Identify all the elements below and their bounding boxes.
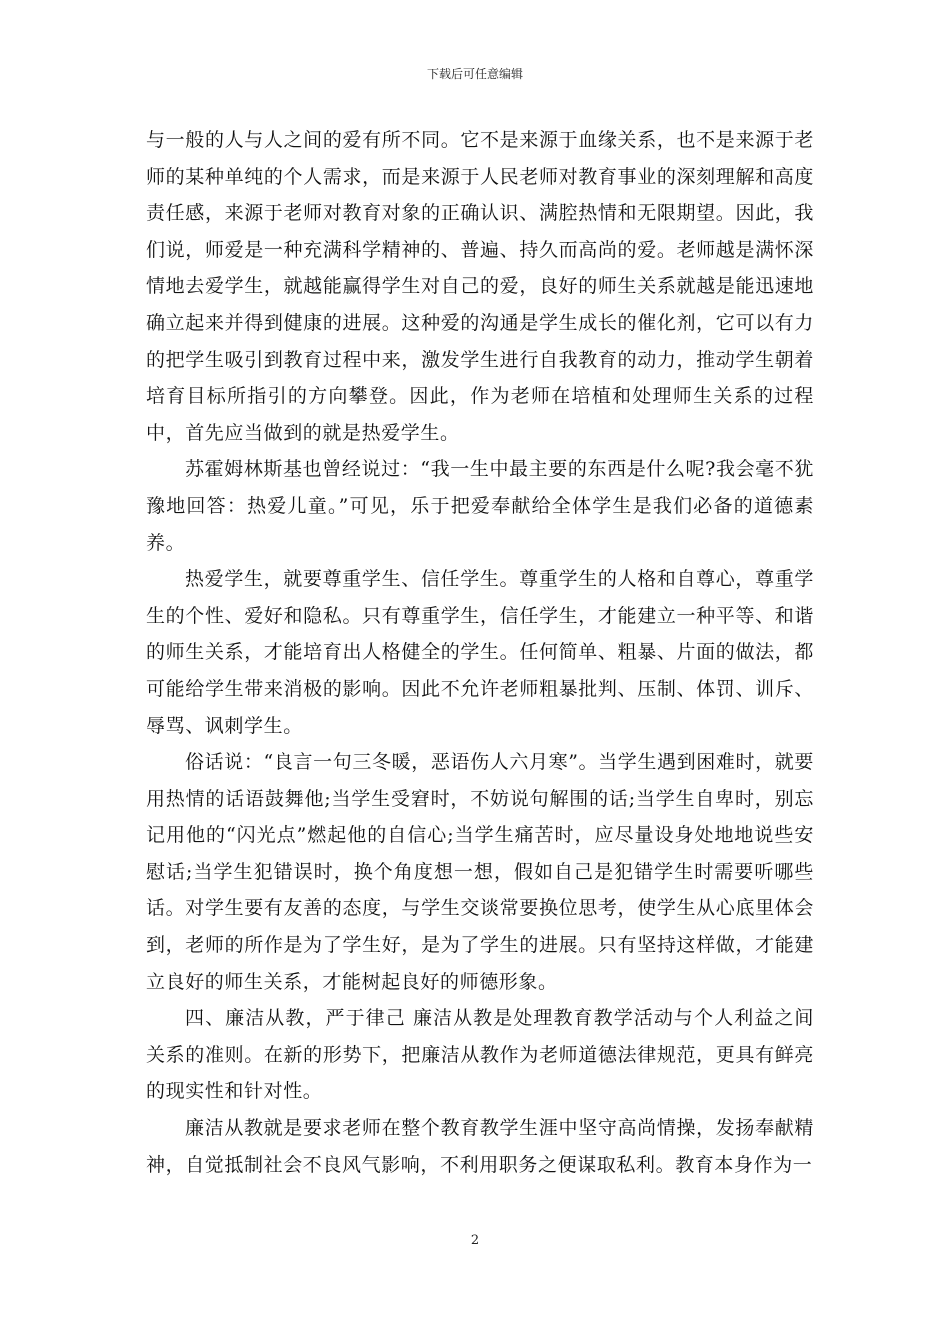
paragraph-1: 与一般的人与人之间的爱有所不同。它不是来源于血缘关系，也不是来源于老师的某种单纯的个人需求，而是来源于人民老师对教育事业的深刻理解和高度责任感，来源于老师对教育对象的正确认识、满腔热情和无限期望。因此，我们说，师爱是一种充满科学精神的、普遍、持久而高尚的爱。老师越是满怀深情地去爱学生，就越能赢得学生对自己的爱，良好的师生关系就越是能迅速地确立起来并得到健康的进展。这种爱的沟通是学生成长的催化剂，它可以有力的把学生吸引到教育过程中来，激发学生进行自我教育的动力，推动学生朝着培育目标所指引的方向攀登。因此，作为老师在培植和处理师生关系的过程中，首先应当做到的就是热爱学生。 xyxy=(146,129,814,444)
paragraph-2: 苏霍姆林斯基也曾经说过：“我一生中最主要的东西是什么呢?我会毫不犹豫地回答：热爱儿童。”可见，乐于把爱奉献给全体学生是我们必备的道德素养。 xyxy=(146,458,814,554)
paragraph-5: 四、廉洁从教，严于律己 廉洁从教是处理教育教学活动与个人利益之间关系的准则。在新的形势下，把廉洁从教作为老师道德法律规范，更具有鲜亮的现实性和针对性。 xyxy=(146,1007,814,1103)
paragraph-4: 俗话说：“良言一句三冬暖，恶语伤人六月寒”。当学生遇到困难时，就要用热情的话语鼓舞他;当学生受窘时，不妨说句解围的话;当学生自卑时，别忘记用他的“闪光点”燃起他的自信心;当学生痛苦时，应尽量设身处地地说些安慰话;当学生犯错误时，换个角度想一想，假如自己是犯错学生时需要听哪些话。对学生要有友善的态度，与学生交谈常要换位思考，使学生从心底里体会到，老师的所作是为了学生好，是为了学生的进展。只有坚持这样做，才能建立良好的师生关系，才能树起良好的师德形象。 xyxy=(146,751,814,993)
page-number: 2 xyxy=(470,1233,480,1248)
document-body xyxy=(146,122,814,1183)
paragraph-6: 廉洁从教就是要求老师在整个教育教学生涯中坚守高尚情操，发扬奉献精神，自觉抵制社会不良风气影响，不利用职务之便谋取私利。教育本身作为一 xyxy=(146,1117,814,1176)
page-header: 下载后可任意编辑 xyxy=(426,67,523,81)
paragraph-3: 热爱学生，就要尊重学生、信任学生。尊重学生的人格和自尊心，尊重学生的个性、爱好和隐私。只有尊重学生，信任学生，才能建立一种平等、和谐的师生关系，才能培育出人格健全的学生。任何简单、粗暴、片面的做法，都可能给学生带来消极的影响。因此不允许老师粗暴批判、压制、体罚、训斥、辱骂、讽刺学生。 xyxy=(146,568,814,737)
